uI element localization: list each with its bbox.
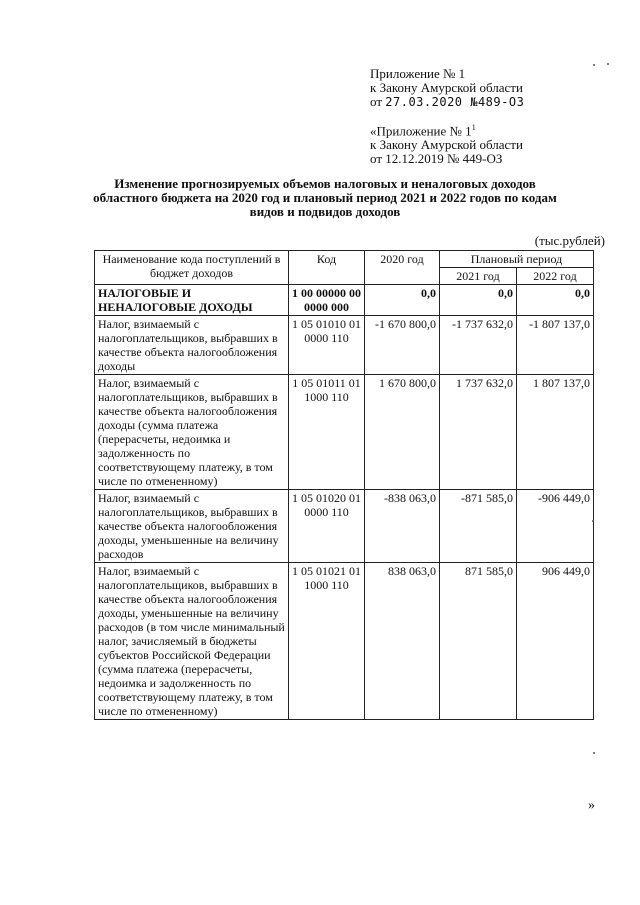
row-2020: 838 063,0	[365, 563, 440, 720]
row-2022: 906 449,0	[517, 563, 594, 720]
appendix-header	[370, 67, 524, 109]
table-header-row	[95, 251, 594, 268]
handwritten-date-number: 27.03.2020 №489-ОЗ	[385, 95, 525, 109]
row-2021: 0,0	[440, 285, 517, 316]
scan-speck	[607, 63, 609, 65]
header-plan-period: Плановый период	[440, 251, 594, 268]
row-2021: 1 737 632,0	[440, 375, 517, 490]
row-code: 1 05 01011 01 1000 110	[289, 375, 365, 490]
row-name: Налог, взимаемый с налогоплательщиков, выбравших в качестве объекта налогообложения доходы	[95, 316, 289, 375]
row-2022: 0,0	[517, 285, 594, 316]
row-2022: 1 807 137,0	[517, 375, 594, 490]
row-name: Налог, взимаемый с налогоплательщиков, выбравших в качестве объекта налогообложения доходы, уменьшенные на величину расходов	[95, 490, 289, 563]
row-code: 1 00 00000 00 0000 000	[289, 285, 365, 316]
prior-appendix-number: «Приложение № $1^1$	[370, 123, 476, 139]
row-name: Налог, взимаемый с налогоплательщиков, выбравших в качестве объекта налогообложения доходы (сумма платежа (перерасчеты, недоимка и задолженность по соответствующему платежу, в том числе по отмененному)	[95, 375, 289, 490]
table-row	[95, 316, 594, 375]
prior-appendix-law: к Закону Амурской области	[370, 137, 523, 153]
row-name: НАЛОГОВЫЕ И НЕНАЛОГОВЫЕ ДОХОДЫ	[95, 285, 289, 316]
revenue-table	[94, 250, 594, 720]
header-2020: 2020 год	[365, 251, 440, 285]
row-2021: -871 585,0	[440, 490, 517, 563]
row-2020: 1 670 800,0	[365, 375, 440, 490]
row-code: 1 05 01010 01 0000 110	[289, 316, 365, 375]
units-label: (тыс.рублей)	[534, 233, 605, 248]
prior-appendix-superscript: 1	[471, 123, 476, 132]
row-2020: -838 063,0	[365, 490, 440, 563]
row-2022: -1 807 137,0	[517, 316, 594, 375]
header-name: Наименование кода поступлений в бюджет доходов	[95, 251, 289, 285]
row-2021: -1 737 632,0	[440, 316, 517, 375]
row-name: Налог, взимаемый с налогоплательщиков, выбравших в качестве объекта налогообложения доходы, уменьшенные на величину расходов (в том числе минимальный налог, зачисляемый в бюджеты субъектов Российской Федерации (сумма платежа (перерасчеты, недоимка и задолженность по соответствующему платежу, в том числе по отмененному)	[95, 563, 289, 720]
table-row	[95, 375, 594, 490]
row-code: 1 05 01021 01 1000 110	[289, 563, 365, 720]
appendix-date-prefix: от	[370, 94, 386, 109]
appendix-law: к Закону Амурской области	[370, 80, 523, 95]
header-2021: 2021 год	[440, 268, 517, 285]
table-row	[95, 285, 594, 316]
prior-appendix-date: от 12.12.2019 № 449-ОЗ	[370, 151, 503, 167]
table-row	[95, 563, 594, 720]
row-2021: 871 585,0	[440, 563, 517, 720]
prior-appendix-header	[370, 121, 523, 166]
row-2022: -906 449,0	[517, 490, 594, 563]
closing-quote: »	[588, 798, 595, 813]
document-title: Изменение прогнозируемых объемов налоговых и неналоговых доходов областного бюджета на 2020 год и плановый период 2021 и 2022 годов по кодам видов и подвидов доходов	[93, 176, 557, 219]
appendix-number: Приложение № 1	[370, 66, 466, 81]
row-code: 1 05 01020 01 0000 110	[289, 490, 365, 563]
scan-speck	[592, 520, 594, 522]
scan-speck	[593, 64, 595, 66]
table-row	[95, 490, 594, 563]
row-2020: -1 670 800,0	[365, 316, 440, 375]
header-2022: 2022 год	[517, 268, 594, 285]
appendix-date-line	[370, 95, 524, 109]
header-code: Код	[289, 251, 365, 285]
row-2020: 0,0	[365, 285, 440, 316]
scan-speck	[593, 752, 595, 754]
